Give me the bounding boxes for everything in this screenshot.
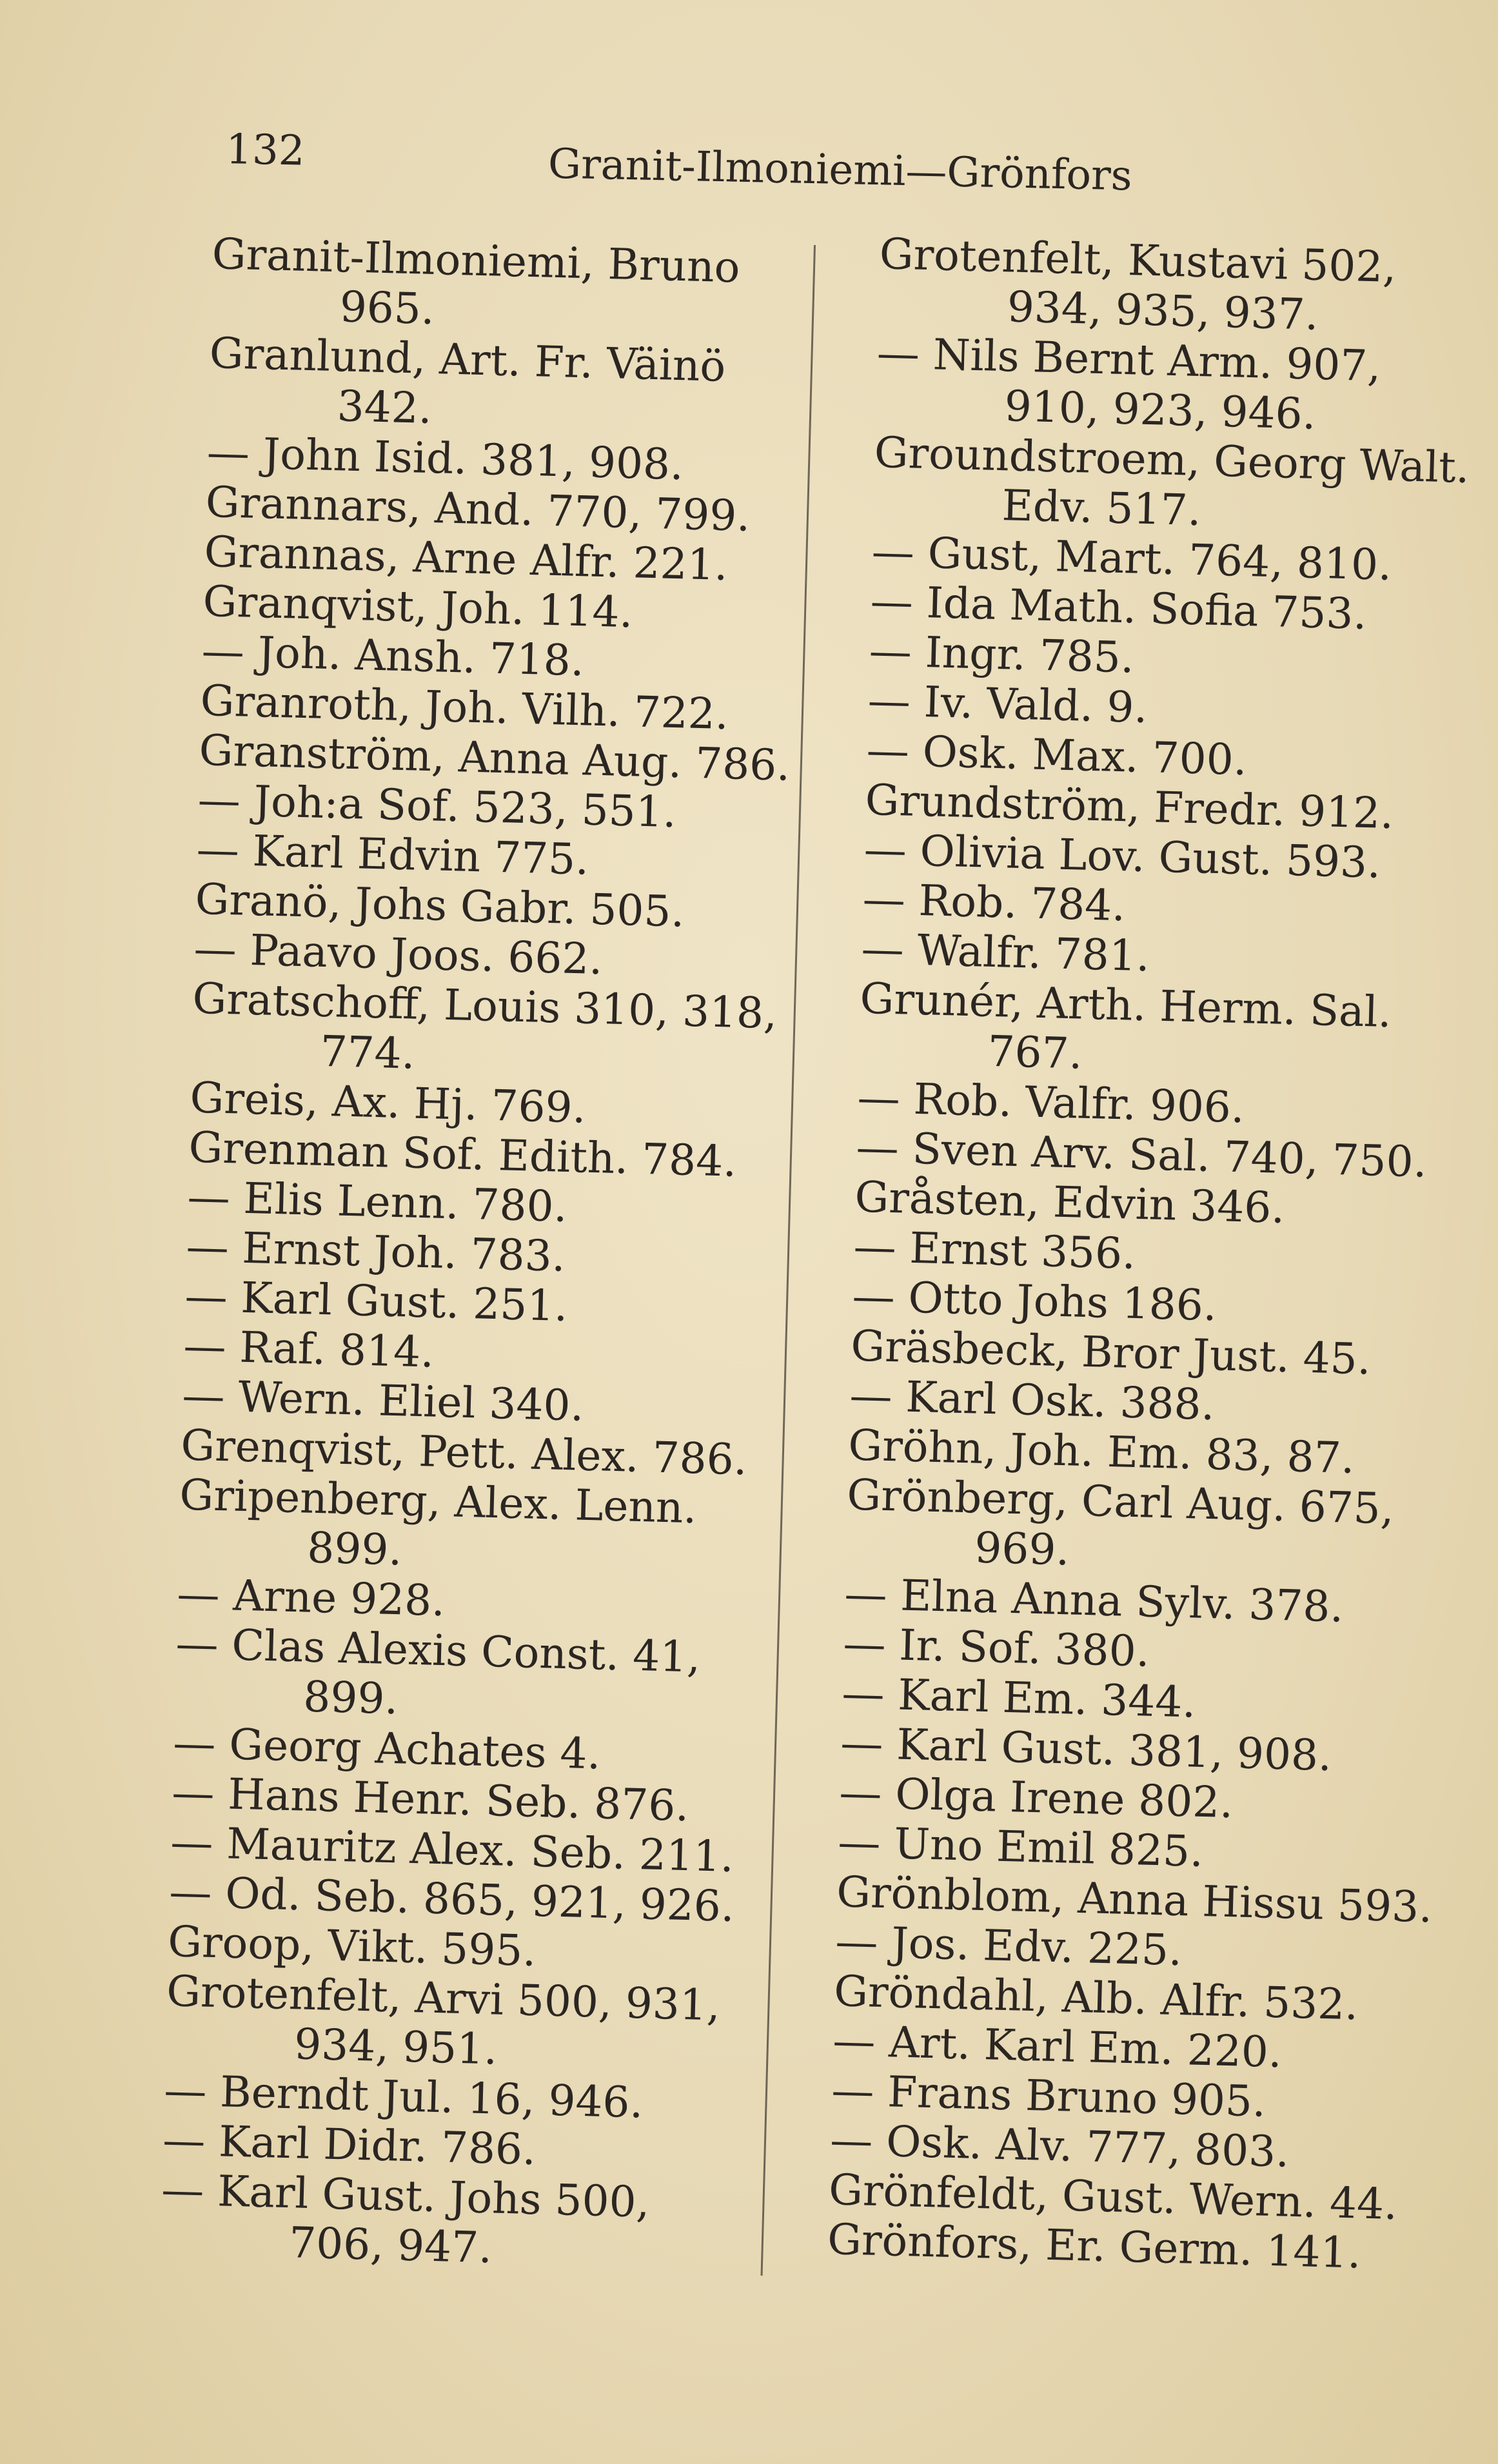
index-entry <box>878 229 1498 345</box>
entry-line: — Olga Irene 802. <box>838 1768 1234 1828</box>
entry-line: Granroth, Joh. Vilh. 722. <box>199 675 729 740</box>
entry-continuation: 965. <box>339 282 435 335</box>
index-entry <box>210 229 845 345</box>
entry-line: — Berndt Jul. 16, 946. <box>163 2065 644 2128</box>
index-entry <box>208 328 842 444</box>
entry-line: — Ernst 356. <box>852 1221 1137 1279</box>
entry-continuation: 342. <box>336 381 433 433</box>
entry-line: Gråsten, Edvin 346. <box>854 1172 1286 1233</box>
entry-line: — Karl Didr. 786. <box>162 2114 537 2175</box>
entry-line: — Clas Alexis Const. 41, <box>175 1619 702 1682</box>
entry-line: — Georg Achates 4. <box>172 1718 602 1779</box>
entry-line: Grotenfelt, Kustavi 502, <box>878 229 1397 292</box>
entry-line: Grenqvist, Pett. Alex. 786. <box>180 1420 748 1485</box>
entry-line: — Karl Gust. 251. <box>184 1271 569 1331</box>
index-entry <box>191 974 825 1090</box>
entry-line: — Joh. Ansh. 718. <box>201 626 585 686</box>
entry-continuation: 774. <box>319 1026 416 1079</box>
entry-continuation: 910, 923, 946. <box>1003 381 1317 439</box>
left-column <box>159 229 844 2281</box>
index-entry <box>159 2165 794 2281</box>
entry-line: Grotenfelt, Arvi 500, 931, <box>166 1966 721 2031</box>
entry-continuation: 899. <box>302 1671 399 1724</box>
entry-line: — Joh:a Sof. 523, 551. <box>197 774 677 838</box>
index-entry <box>164 1966 799 2082</box>
entry-line: Grönberg, Carl Aug. 675, <box>846 1470 1395 1534</box>
entry-line: Gröhn, Joh. Em. 83, 87. <box>847 1420 1355 1483</box>
entry-line: — Wern. Eliel 340. <box>181 1370 585 1431</box>
entry-continuation: 934, 935, 937. <box>1006 282 1319 340</box>
index-entry <box>872 428 1498 544</box>
entry-line: Granö, Johs Gabr. 505. <box>194 874 685 937</box>
entry-continuation: 706, 947. <box>288 2218 493 2273</box>
entry-line: — Karl Edvin 775. <box>195 824 590 885</box>
entry-continuation: 767. <box>987 1026 1083 1079</box>
entry-line: — Karl Em. 344. <box>841 1668 1197 1728</box>
entry-line: Granström, Anna Aug. 786. <box>198 725 791 791</box>
entry-line: — Ir. Sof. 380. <box>842 1619 1150 1677</box>
entry-line: — Elis Lenn. 780. <box>186 1172 568 1232</box>
entry-line: — Od. Seb. 865, 921, 926. <box>168 1867 735 1932</box>
entry-line: — Rob. 784. <box>862 874 1127 931</box>
running-title: Granit-Ilmoniemi—Grönfors <box>547 140 1133 201</box>
entry-line: Grannas, Arne Alfr. 221. <box>203 526 729 591</box>
entry-line: Grundström, Fredr. 912. <box>864 774 1395 839</box>
entry-line: — Elna Anna Sylv. 378. <box>843 1569 1345 1632</box>
entry-continuation: Edv. 517. <box>1001 480 1202 536</box>
entry-line: — Osk. Max. 700. <box>865 725 1248 785</box>
entry-line: — Ingr. 785. <box>868 626 1135 683</box>
entry-line: — Uno Emil 825. <box>837 1817 1205 1877</box>
entry-continuation: 934, 951. <box>293 2019 498 2075</box>
right-column <box>827 229 1498 2281</box>
entry-line: Grönfeldt, Gust. Wern. 44. <box>828 2164 1399 2230</box>
entry-line: Greis, Ax. Hj. 769. <box>189 1072 587 1133</box>
entry-line: Grunér, Arth. Herm. Sal. <box>859 973 1392 1038</box>
entry-line: — Sven Arv. Sal. 740, 750. <box>855 1122 1428 1187</box>
entry-line: Gratschoff, Louis 310, 318, <box>192 973 778 1039</box>
entry-continuation: 969. <box>974 1523 1070 1575</box>
page-number: 132 <box>225 126 306 175</box>
entry-line: — John Isid. 381, 908. <box>206 427 684 490</box>
entry-line: Granlund, Art. Fr. Väinö <box>208 328 727 391</box>
entry-line: — Jos. Edv. 225. <box>834 1917 1183 1976</box>
entry-continuation: 899. <box>306 1523 403 1575</box>
entry-line: — Otto Johs 186. <box>851 1271 1217 1331</box>
entry-line: — Arne 928. <box>176 1569 446 1626</box>
entry-line: — Paavo Joos. 662. <box>193 923 604 985</box>
index-entry <box>178 1470 813 1586</box>
entry-line: Granit-Ilmoniemi, Bruno <box>211 229 741 293</box>
entry-line: Gräsbeck, Bror Just. 45. <box>850 1321 1372 1385</box>
entry-line: Gröndahl, Alb. Alfr. 532. <box>833 1966 1359 2030</box>
entry-line: Gripenberg, Alex. Lenn. <box>179 1470 698 1533</box>
entry-line: Grannars, And. 770, 799. <box>204 477 751 541</box>
index-entry <box>858 974 1493 1090</box>
entry-line: — Art. Karl Em. 220. <box>832 2016 1283 2078</box>
entry-line: — Walfr. 781. <box>860 923 1150 981</box>
entry-line: — Osk. Alv. 777, 803. <box>829 2114 1290 2177</box>
entry-line: Granqvist, Joh. 114. <box>202 576 634 638</box>
entry-line: — Raf. 814. <box>182 1321 435 1377</box>
entry-line: — Nils Bernt Arm. 907, <box>876 328 1382 391</box>
page-header <box>225 126 1181 217</box>
entry-line: — Frans Bruno 905. <box>831 2065 1266 2127</box>
entry-line: — Iv. Vald. 9. <box>867 675 1148 733</box>
entry-line: Grönblom, Anna Hissu 593. <box>836 1867 1434 1933</box>
entry-line: — Rob. Valfr. 906. <box>856 1072 1245 1133</box>
entry-line: — Karl Gust. 381, 908. <box>840 1718 1333 1781</box>
entry-line: — Karl Osk. 388. <box>849 1370 1216 1430</box>
entry-line: — Gust, Mart. 764, 810. <box>871 526 1393 590</box>
entry-line: — Ernst Joh. 783. <box>185 1221 566 1281</box>
entry-line: — Olivia Lov. Gust. 593. <box>863 824 1382 888</box>
index-entry <box>845 1470 1480 1586</box>
entry-line: Groundstroem, Georg Walt. <box>873 427 1470 493</box>
entry-line: — Mauritz Alex. Seb. 211. <box>170 1817 734 1882</box>
entry-line: — Karl Gust. Johs 500, <box>161 2164 651 2227</box>
entry-line: Grenman Sof. Edith. 784. <box>188 1122 738 1187</box>
index-entry <box>174 1619 809 1735</box>
index-entry <box>875 328 1498 444</box>
entry-line: Groop, Vikt. 595. <box>167 1917 537 1976</box>
entry-line: Grönfors, Er. Germ. 141. <box>827 2214 1362 2278</box>
entry-line: — Hans Henr. Seb. 876. <box>171 1768 690 1831</box>
entry-line: — Ida Math. Sofia 753. <box>869 576 1368 639</box>
